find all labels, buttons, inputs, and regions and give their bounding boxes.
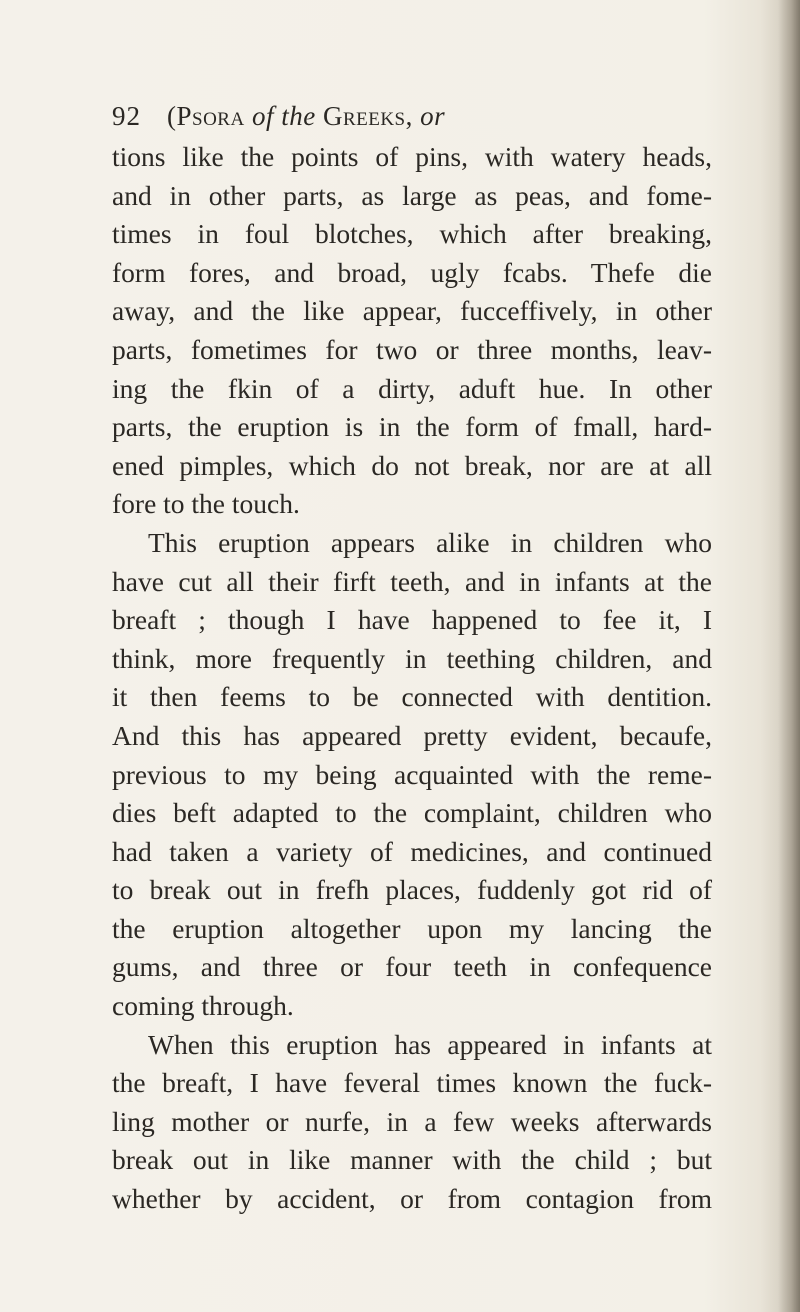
text-line: previous to my being acquainted with the reme- <box>112 758 712 790</box>
text-line: When this eruption has appeared in infants at <box>148 1028 712 1060</box>
text-line: think, more frequently in teething children, and <box>112 642 712 674</box>
running-head-or: or <box>412 101 446 131</box>
text-line: have cut all their firft teeth, and in infants at the <box>112 565 712 597</box>
text-line: This eruption appears alike in children who <box>148 526 712 558</box>
page-number: 92 <box>112 101 141 131</box>
text-line: to break out in frefh places, fuddenly got rid of <box>112 874 712 906</box>
text-line: the eruption altogether upon my lancing the <box>112 912 712 944</box>
body-text <box>112 138 712 1219</box>
running-head-paren: ( <box>167 101 177 131</box>
text-line: gums, and three or four teeth in confequence <box>112 951 712 983</box>
text-line: away, and the like appear, fucceffively, in other <box>112 295 712 327</box>
text-line: had taken a variety of medicines, and continued <box>112 835 712 867</box>
text-line: and in other parts, as large as peas, and fome- <box>112 179 712 211</box>
text-line: breaft ; though I have happened to fee it, I <box>112 604 712 636</box>
text-line: fore to the touch. <box>112 488 300 520</box>
running-head-of-the: of the <box>244 101 323 131</box>
text-line: tions like the points of pins, with watery heads, <box>112 141 712 172</box>
text-line: form fores, and broad, ugly fcabs. Thefe die <box>112 256 712 288</box>
page-header <box>112 98 672 134</box>
text-line: ling mother or nurfe, in a few weeks afterwards <box>112 1105 712 1137</box>
running-head-greeks: Greeks, <box>322 101 413 131</box>
text-line: And this has appeared pretty evident, becaufe, <box>112 719 712 751</box>
text-line: ing the fkin of a dirty, aduft hue. In other <box>112 372 712 404</box>
text-line: break out in like manner with the child ; but <box>112 1144 712 1176</box>
running-head <box>167 98 445 134</box>
text-line: dies beft adapted to the complaint, children who <box>112 797 712 829</box>
text-line: the breaft, I have feveral times known the fuck- <box>112 1067 712 1099</box>
text-line: whether by accident, or from contagion from <box>112 1183 712 1215</box>
page-edge-shadow <box>778 0 800 1312</box>
text-line: times in foul blotches, which after breaking, <box>112 218 712 250</box>
text-line: coming through. <box>112 990 294 1022</box>
text-line: it then feems to be connected with dentition. <box>112 681 712 713</box>
text-line: parts, fometimes for two or three months, leav- <box>112 333 712 365</box>
running-head-psora: Psora <box>176 101 245 131</box>
text-line: parts, the eruption is in the form of fmall, hard- <box>112 411 712 443</box>
text-line: ened pimples, which do not break, nor are at all <box>112 449 712 481</box>
